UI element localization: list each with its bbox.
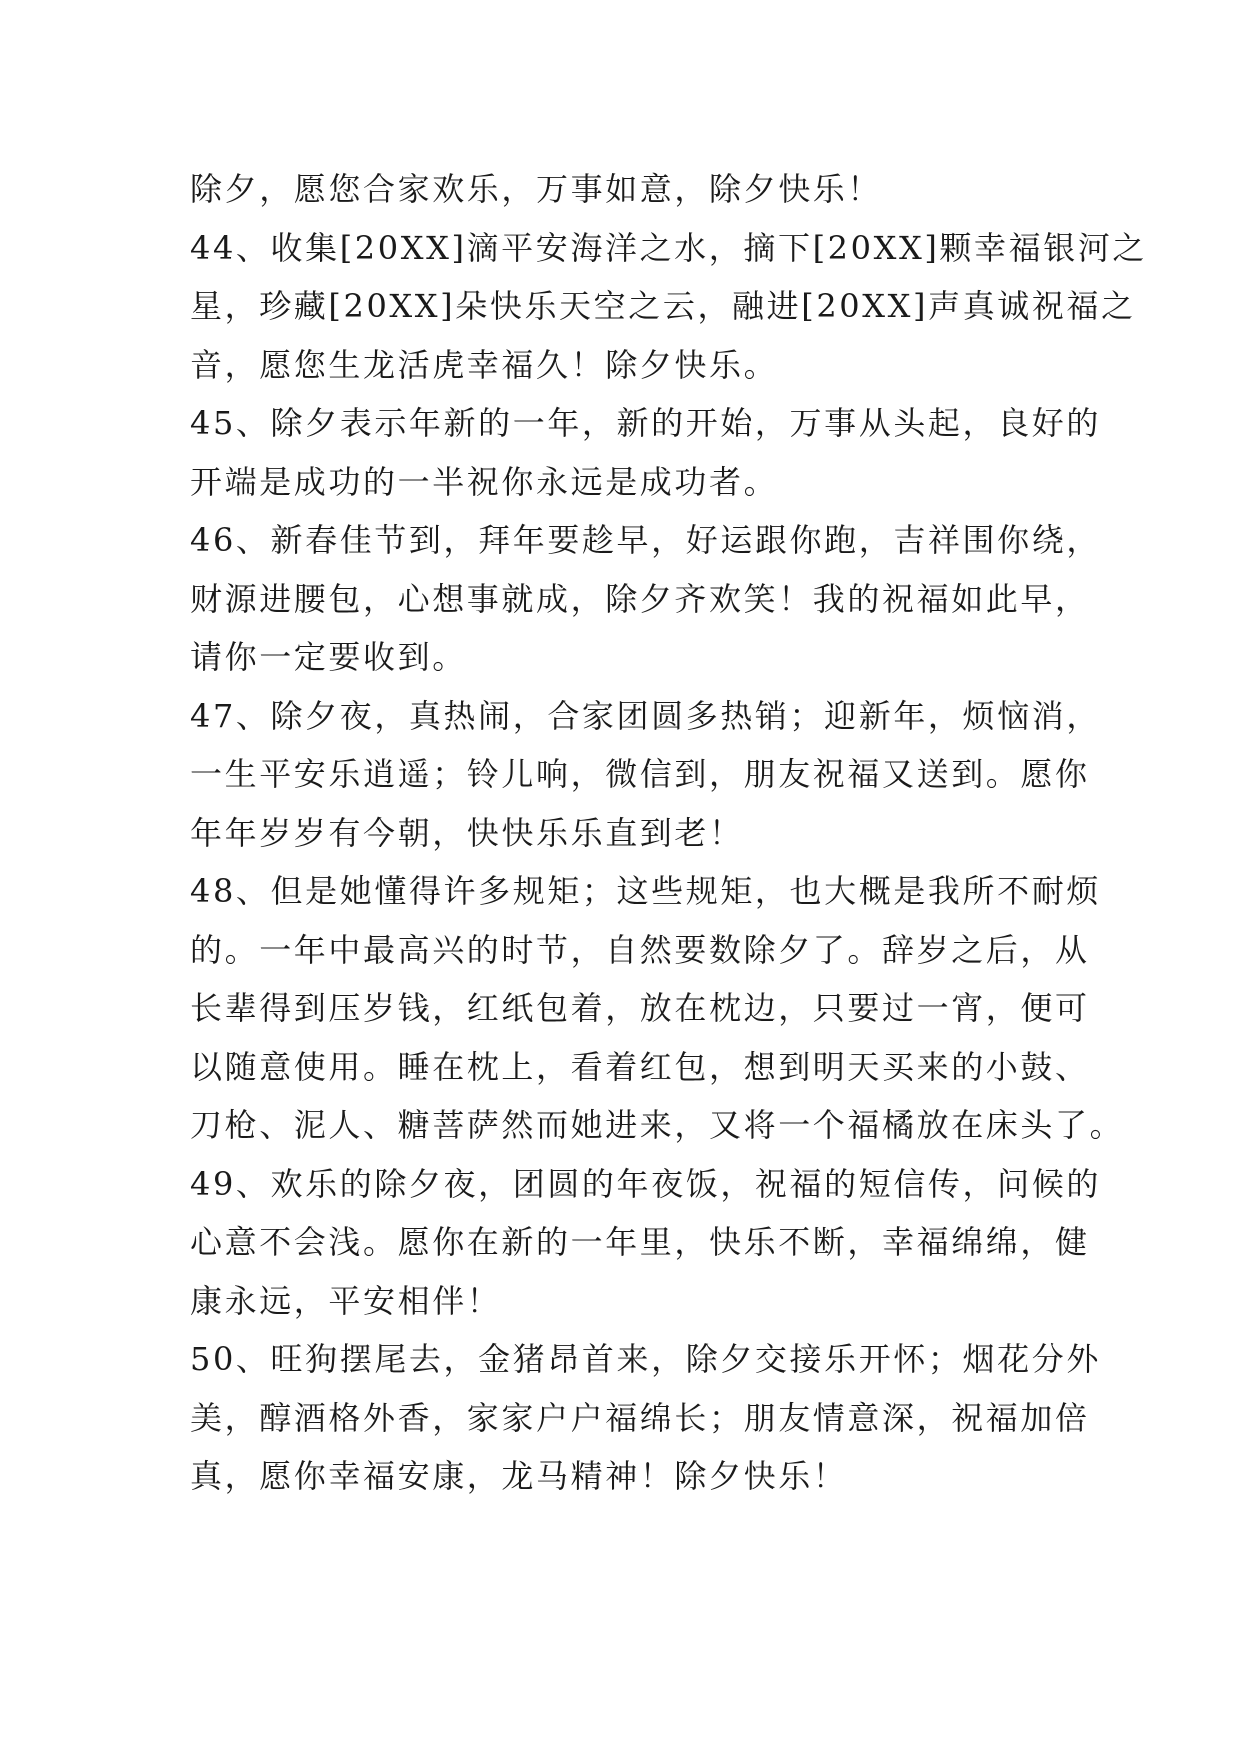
text-line: 开端是成功的一半祝你永远是成功者。 — [190, 462, 779, 501]
text-line: 50、旺狗摆尾去，金猪昂首来，除夕交接乐开怀；烟花分外 — [190, 1340, 1101, 1378]
text-line: 音，愿您生龙活虎幸福久！除夕快乐。 — [190, 345, 779, 384]
text-line: 45、除夕表示年新的一年，新的开始，万事从头起，良好的 — [190, 404, 1101, 442]
text-line: 47、除夕夜，真热闹，合家团圆多热销；迎新年，烦恼消， — [190, 696, 1101, 735]
text-line: 44、收集[20XX]滴平安海洋之水，摘下[20XX]颗幸福银河之 — [190, 228, 1148, 267]
text-line: 的。一年中最高兴的时节，自然要数除夕了。辞岁之后，从 — [190, 930, 1090, 969]
text-line: 康永远，平安相伴！ — [190, 1281, 502, 1320]
text-line: 除夕，愿您合家欢乐，万事如意，除夕快乐！ — [190, 170, 883, 208]
text-line: 请你一定要收到。 — [190, 638, 467, 676]
text-line: 49、欢乐的除夕夜，团圆的年夜饭，祝福的短信传，问候的 — [190, 1164, 1101, 1203]
text-line: 财源进腰包，心想事就成，除夕齐欢笑！我的祝福如此早， — [190, 579, 1090, 618]
text-line: 刀枪、泥人、糖菩萨然而她进来，又将一个福橘放在床头了。 — [190, 1106, 1125, 1144]
text-line: 年年岁岁有今朝，快快乐乐直到老！ — [190, 813, 744, 852]
text-line: 以随意使用。睡在枕上，看着红包，想到明天买来的小鼓、 — [190, 1047, 1090, 1086]
text-line: 美，醇酒格外香，家家户户福绵长；朋友情意深，祝福加倍 — [190, 1398, 1090, 1437]
text-line: 星，珍藏[20XX]朵快乐天空之云，融进[20XX]声真诚祝福之 — [190, 287, 1136, 325]
text-line: 真，愿你幸福安康，龙马精神！除夕快乐！ — [190, 1457, 848, 1495]
text-line: 心意不会浅。愿你在新的一年里，快乐不断，幸福绵绵，健 — [190, 1223, 1090, 1261]
document-body — [190, 160, 1148, 1506]
text-line: 48、但是她懂得许多规矩；这些规矩，也大概是我所不耐烦 — [190, 872, 1101, 910]
text-line: 46、新春佳节到，拜年要趁早，好运跟你跑，吉祥围你绕， — [190, 521, 1101, 559]
text-line: 一生平安乐逍遥；铃儿响，微信到，朋友祝福又送到。愿你 — [190, 755, 1090, 793]
text-line: 长辈得到压岁钱，红纸包着，放在枕边，只要过一宵，便可 — [190, 989, 1090, 1027]
